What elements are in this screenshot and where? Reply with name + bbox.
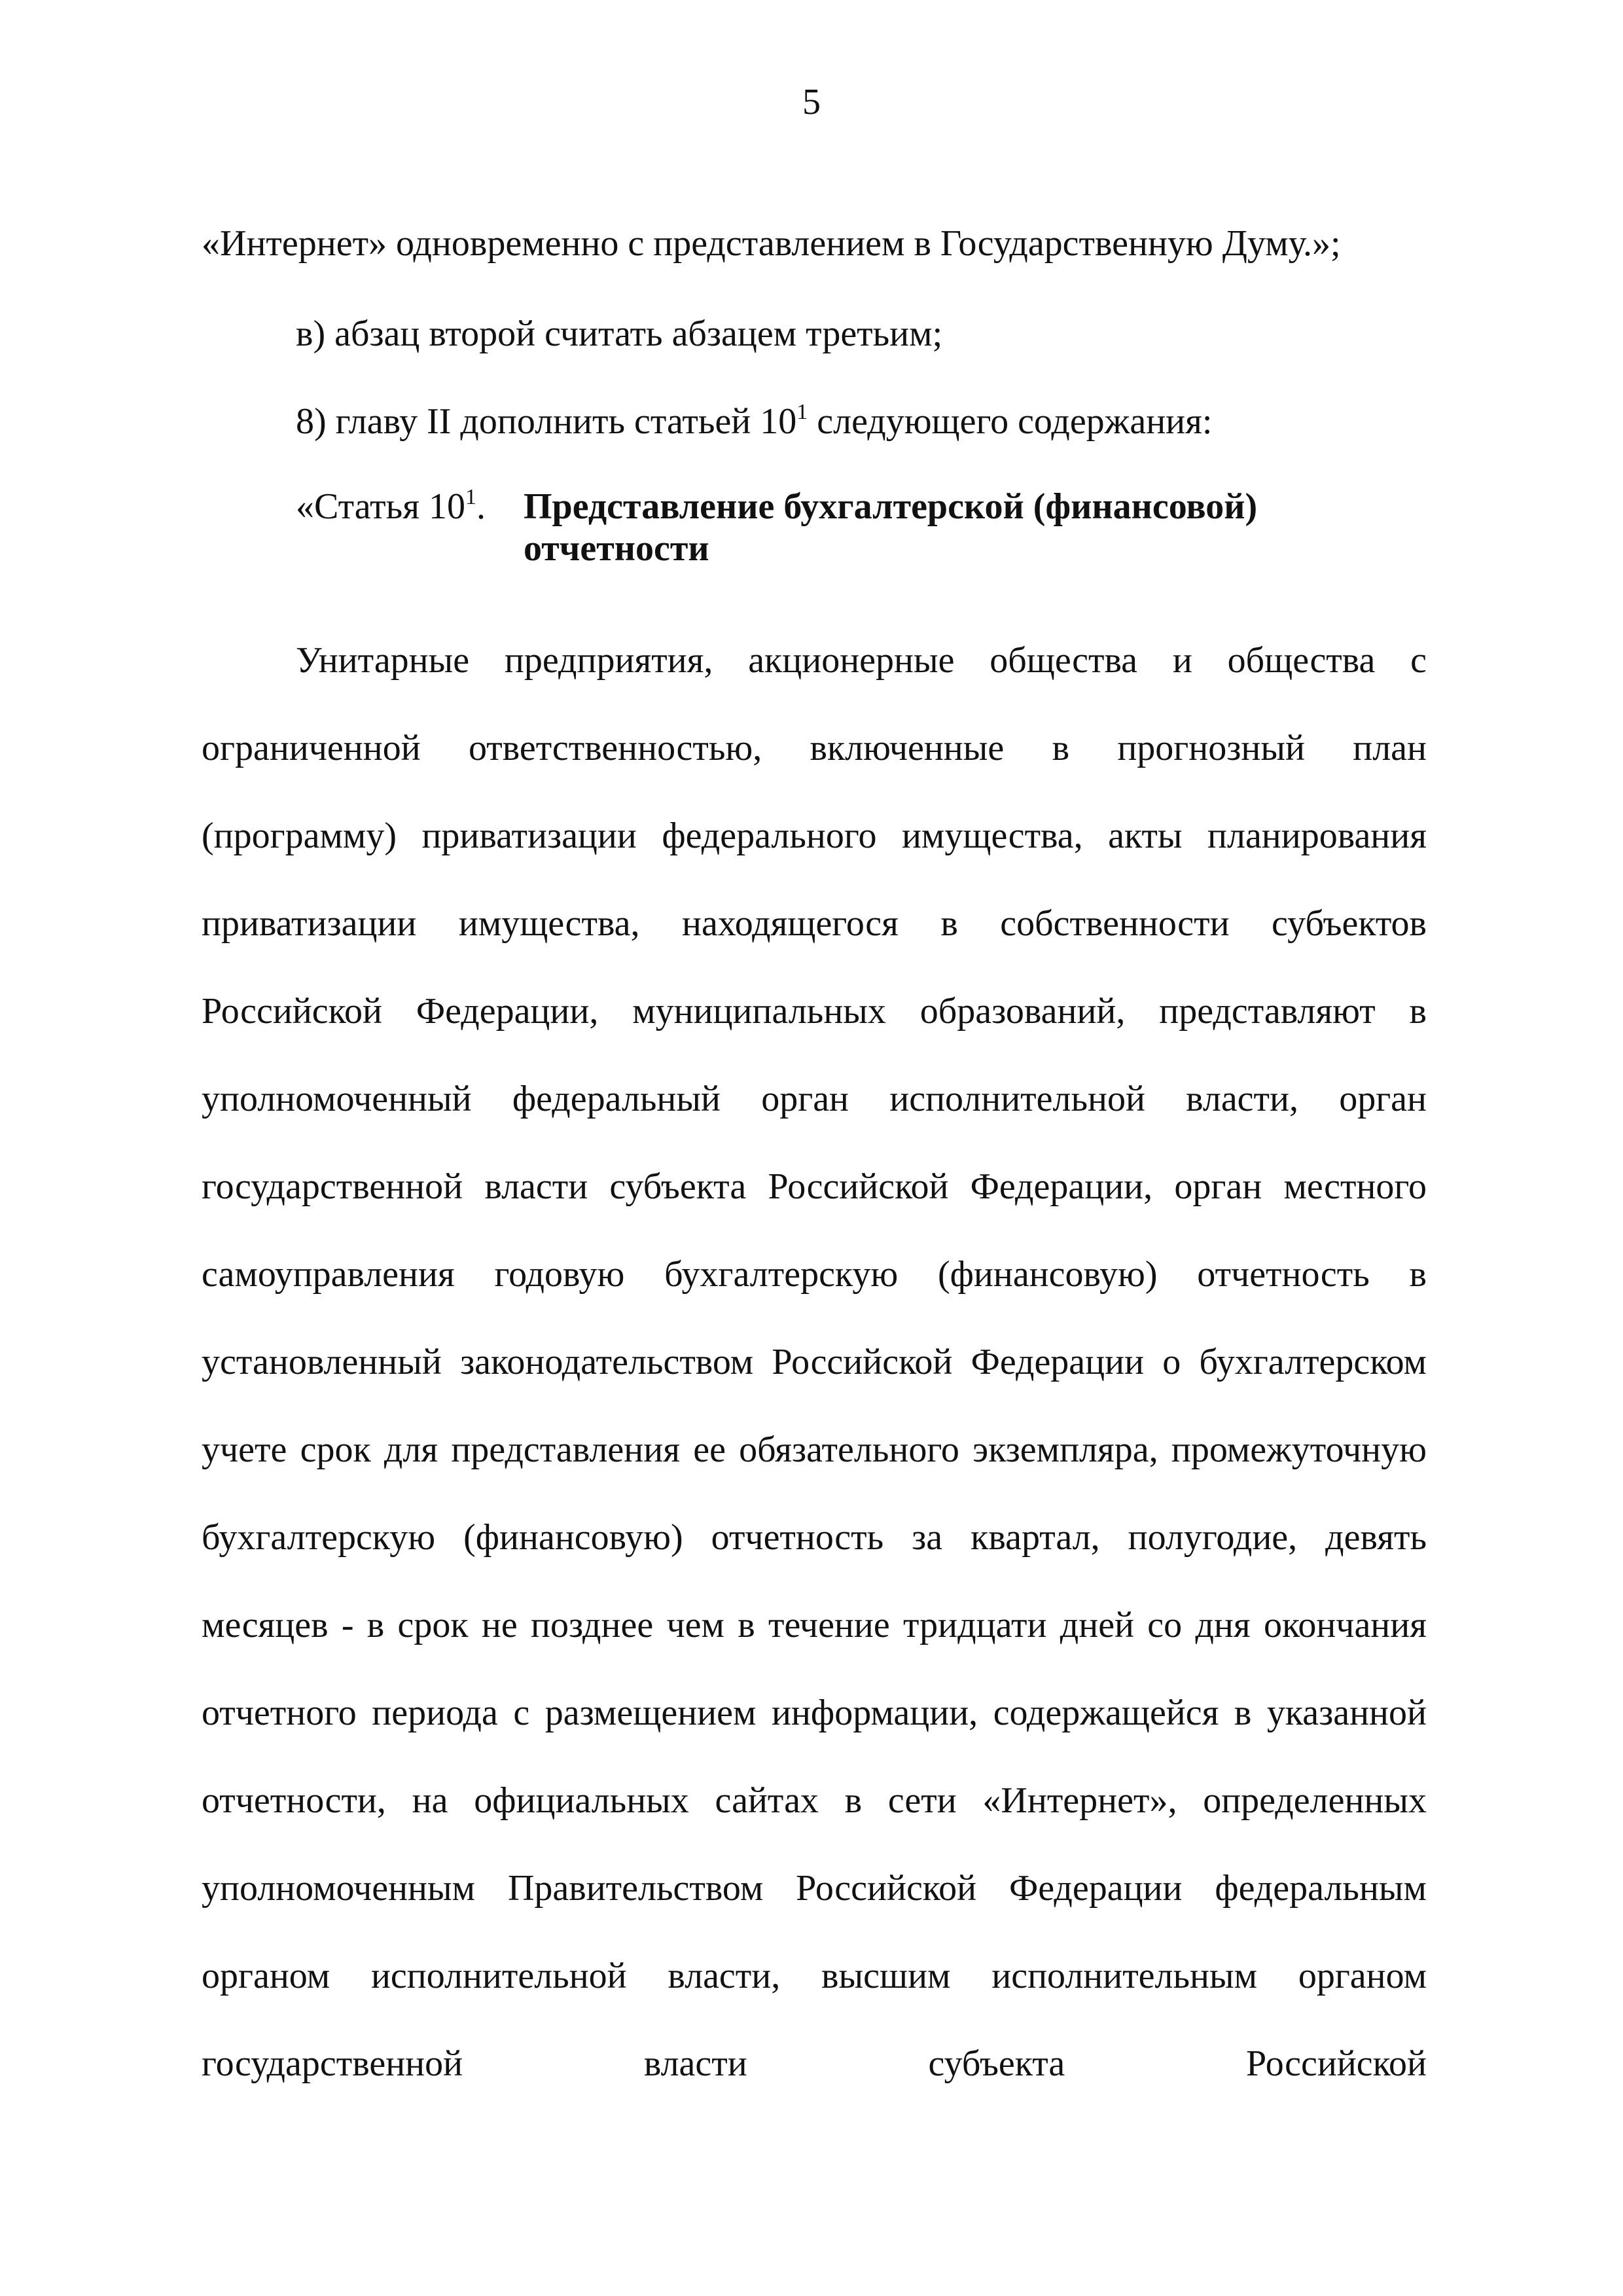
intro-line: «Интернет» одновременно с представлением в Государственную Думу.»;	[202, 223, 1341, 264]
article-superscript: 1	[465, 485, 476, 509]
article-title: Представление бухгалтерской (финансовой) отчетности	[524, 486, 1258, 569]
article-prefix	[296, 486, 486, 533]
item-8-text-before: 8) главу II дополнить статьей 10	[296, 401, 797, 442]
item-8-superscript: 1	[796, 400, 808, 424]
article-label: «Статья 10	[296, 486, 465, 527]
page-number: 5	[802, 82, 821, 122]
body-paragraph: Унитарные предприятия, акционерные общества и общества с ограниченной ответственностью, включенные в прогнозный план (программу) приватизации федерального имущества, акты планирования приватизации имущества, находящегося в собственности субъектов Российской Федерации, муниципальных образований, представляют в уполномоченный федеральный орган исполнительной власти, орган государственной власти субъекта Российской Федерации, орган местного самоуправления годовую бухгалтерскую (финансовую) отчетность в установленный законодательством Российской Федерации о бухгалтерском учете срок для представления ее обязательного экземпляра, промежуточную бухгалтерскую (финансовую) отчетность за квартал, полугодие, девять месяцев - в срок не позднее чем в течение тридцати дней со дня окончания отчетного периода с размещением информации, содержащейся в указанной отчетности, на официальных сайтах в сети «Интернет», определенных уполномоченным Правительством Российской Федерации федеральным органом исполнительной власти, высшим исполнительным органом государственной власти субъекта Российской	[202, 640, 1427, 2084]
item-8	[296, 401, 1212, 448]
item-v: в) абзац второй считать абзацем третьим;	[296, 314, 943, 354]
item-8-text-after: следующего содержания:	[808, 401, 1213, 442]
article-dot: .	[476, 486, 486, 527]
